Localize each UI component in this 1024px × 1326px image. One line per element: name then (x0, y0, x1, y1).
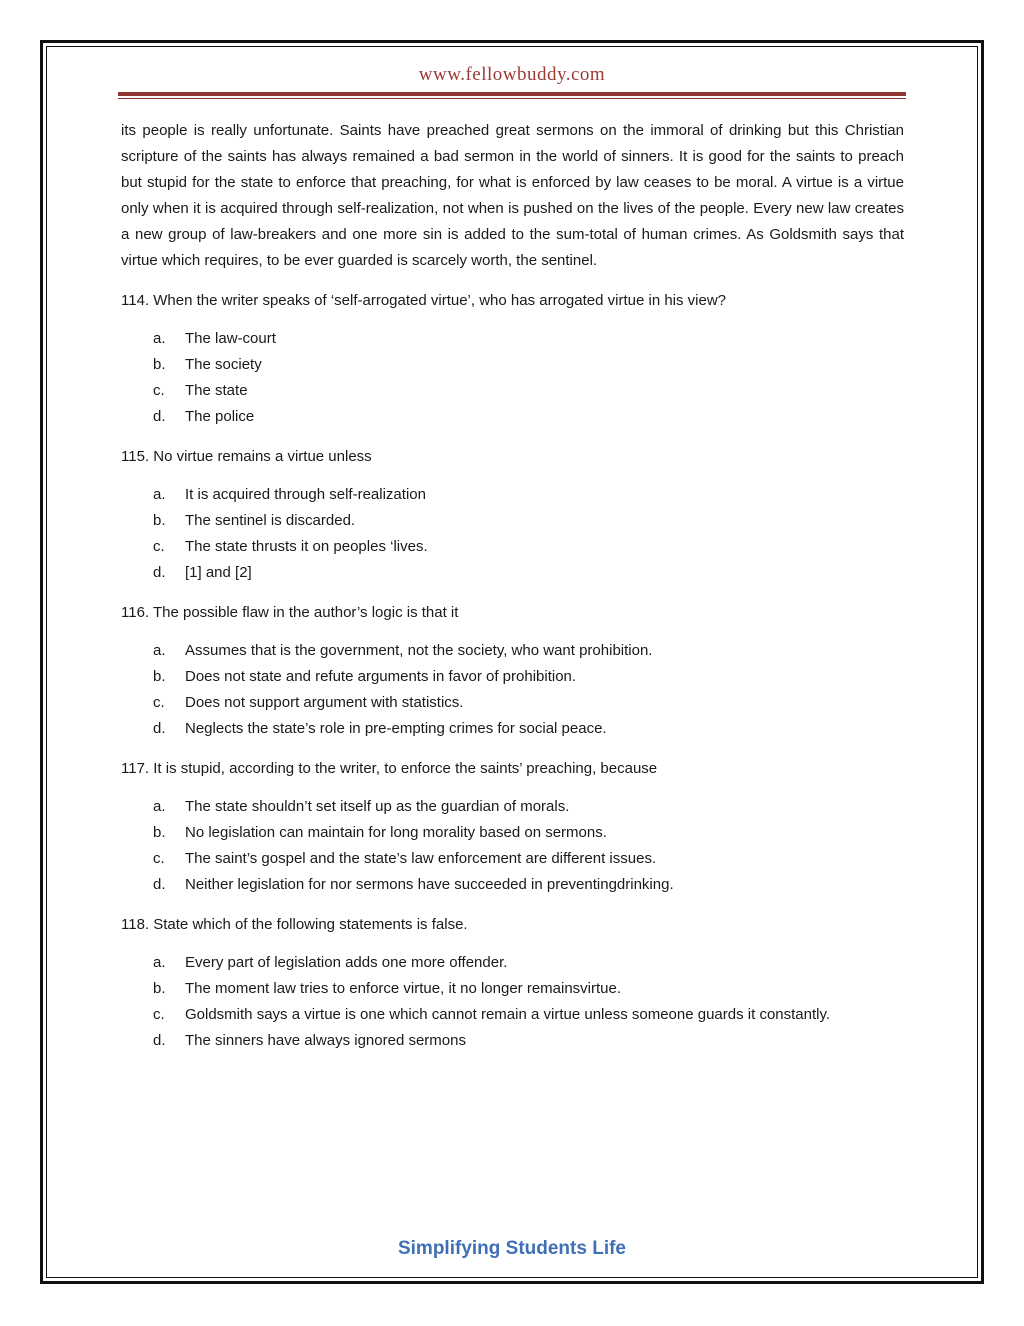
option-text: No legislation can maintain for long morality based on sermons. (185, 824, 607, 841)
option-text: The saint’s gospel and the state’s law enforcement are different issues. (185, 850, 657, 867)
question-block-115 (121, 444, 904, 586)
option-114-a (121, 326, 904, 352)
option-text: The society (185, 356, 262, 373)
option-text: Does not state and refute arguments in favor of prohibition. (185, 668, 577, 685)
option-letter: a. (153, 642, 166, 659)
option-letter: c. (153, 850, 165, 867)
option-letter: d. (153, 876, 166, 893)
option-115-b (121, 508, 904, 534)
option-letter: b. (153, 668, 166, 685)
options-114 (121, 326, 904, 430)
options-115 (121, 482, 904, 586)
option-letter: c. (153, 382, 165, 399)
option-114-d (121, 404, 904, 430)
document-content (121, 118, 904, 1068)
option-118-b (121, 976, 904, 1002)
option-116-a (121, 638, 904, 664)
option-118-a (121, 950, 904, 976)
option-116-d (121, 716, 904, 742)
options-118 (121, 950, 904, 1054)
option-letter: d. (153, 1032, 166, 1049)
option-118-c (121, 1002, 904, 1028)
question-118: 118. State which of the following statements is false. (121, 916, 468, 933)
option-text: The moment law tries to enforce virtue, it no longer remainsvirtue. (185, 980, 622, 997)
header-url[interactable]: www.fellowbuddy.com (418, 64, 606, 85)
question-block-117 (121, 756, 904, 898)
option-text: [1] and [2] (185, 564, 252, 581)
option-116-c (121, 690, 904, 716)
option-letter: c. (153, 1006, 165, 1023)
option-letter: c. (153, 538, 165, 555)
option-letter: b. (153, 980, 166, 997)
question-115: 115. No virtue remains a virtue unless (121, 448, 372, 465)
option-letter: b. (153, 356, 166, 373)
option-117-c (121, 846, 904, 872)
option-117-b (121, 820, 904, 846)
question-114: 114. When the writer speaks of ‘self-arrogated virtue’, who has arrogated virtue in his view? (121, 292, 727, 309)
option-115-c (121, 534, 904, 560)
question-117: 117. It is stupid, according to the writer, to enforce the saints’ preaching, because (121, 760, 658, 777)
option-letter: d. (153, 720, 166, 737)
question-block-118 (121, 912, 904, 1054)
footer-tagline: Simplifying Students Life (397, 1238, 626, 1259)
header-rule-thin (118, 98, 906, 99)
question-block-114 (121, 288, 904, 430)
option-letter: a. (153, 798, 166, 815)
option-text: The state shouldn’t set itself up as the guardian of morals. (185, 798, 570, 815)
option-text: The state (185, 382, 248, 399)
option-text: The law-court (185, 330, 276, 347)
option-114-c (121, 378, 904, 404)
option-text: The state thrusts it on peoples ‘lives. (185, 538, 428, 555)
option-text: Neglects the state’s role in pre-empting crimes for social peace. (185, 720, 607, 737)
option-letter: b. (153, 824, 166, 841)
option-letter: d. (153, 408, 166, 425)
option-117-d (121, 872, 904, 898)
option-117-a (121, 794, 904, 820)
option-letter: b. (153, 512, 166, 529)
option-text: Assumes that is the government, not the society, who want prohibition. (185, 642, 653, 659)
options-117 (121, 794, 904, 898)
option-text: Goldsmith says a virtue is one which cannot remain a virtue unless someone guards it constantly. (185, 1006, 831, 1023)
option-115-d (121, 560, 904, 586)
option-letter: a. (153, 954, 166, 971)
option-116-b (121, 664, 904, 690)
option-text: The sinners have always ignored sermons (185, 1032, 466, 1049)
option-letter: d. (153, 564, 166, 581)
option-118-d (121, 1028, 904, 1054)
question-block-116 (121, 600, 904, 742)
option-text: Neither legislation for nor sermons have succeeded in preventingdrinking. (185, 876, 674, 893)
option-114-b (121, 352, 904, 378)
option-text: Does not support argument with statistics. (185, 694, 464, 711)
option-115-a (121, 482, 904, 508)
passage-paragraph: its people is really unfortunate. Saints have preached great sermons on the immoral of drinking but this Christian scripture of the saints has always remained a bad sermon in the world of sinners. It is good for the saints to preach but stupid for the state to enforce that preaching, for what is enforced by law ceases to be moral. A virtue is a virtue only when it is acquired through self-realization, not when is pushed on the lives of the people. Every new law creates a new group of law-breakers and one more sin is added to the sum-total of human crimes. As Goldsmith says that virtue which requires, to be ever guarded is scarcely worth, the sentinel. (121, 122, 904, 269)
option-letter: a. (153, 330, 166, 347)
option-letter: a. (153, 486, 166, 503)
options-116 (121, 638, 904, 742)
option-text: The police (185, 408, 255, 425)
option-text: Every part of legislation adds one more offender. (185, 954, 508, 971)
question-116: 116. The possible flaw in the author’s logic is that it (121, 604, 459, 621)
option-text: It is acquired through self-realization (185, 486, 426, 503)
option-letter: c. (153, 694, 165, 711)
header-rule-thick (118, 92, 906, 96)
option-text: The sentinel is discarded. (185, 512, 356, 529)
